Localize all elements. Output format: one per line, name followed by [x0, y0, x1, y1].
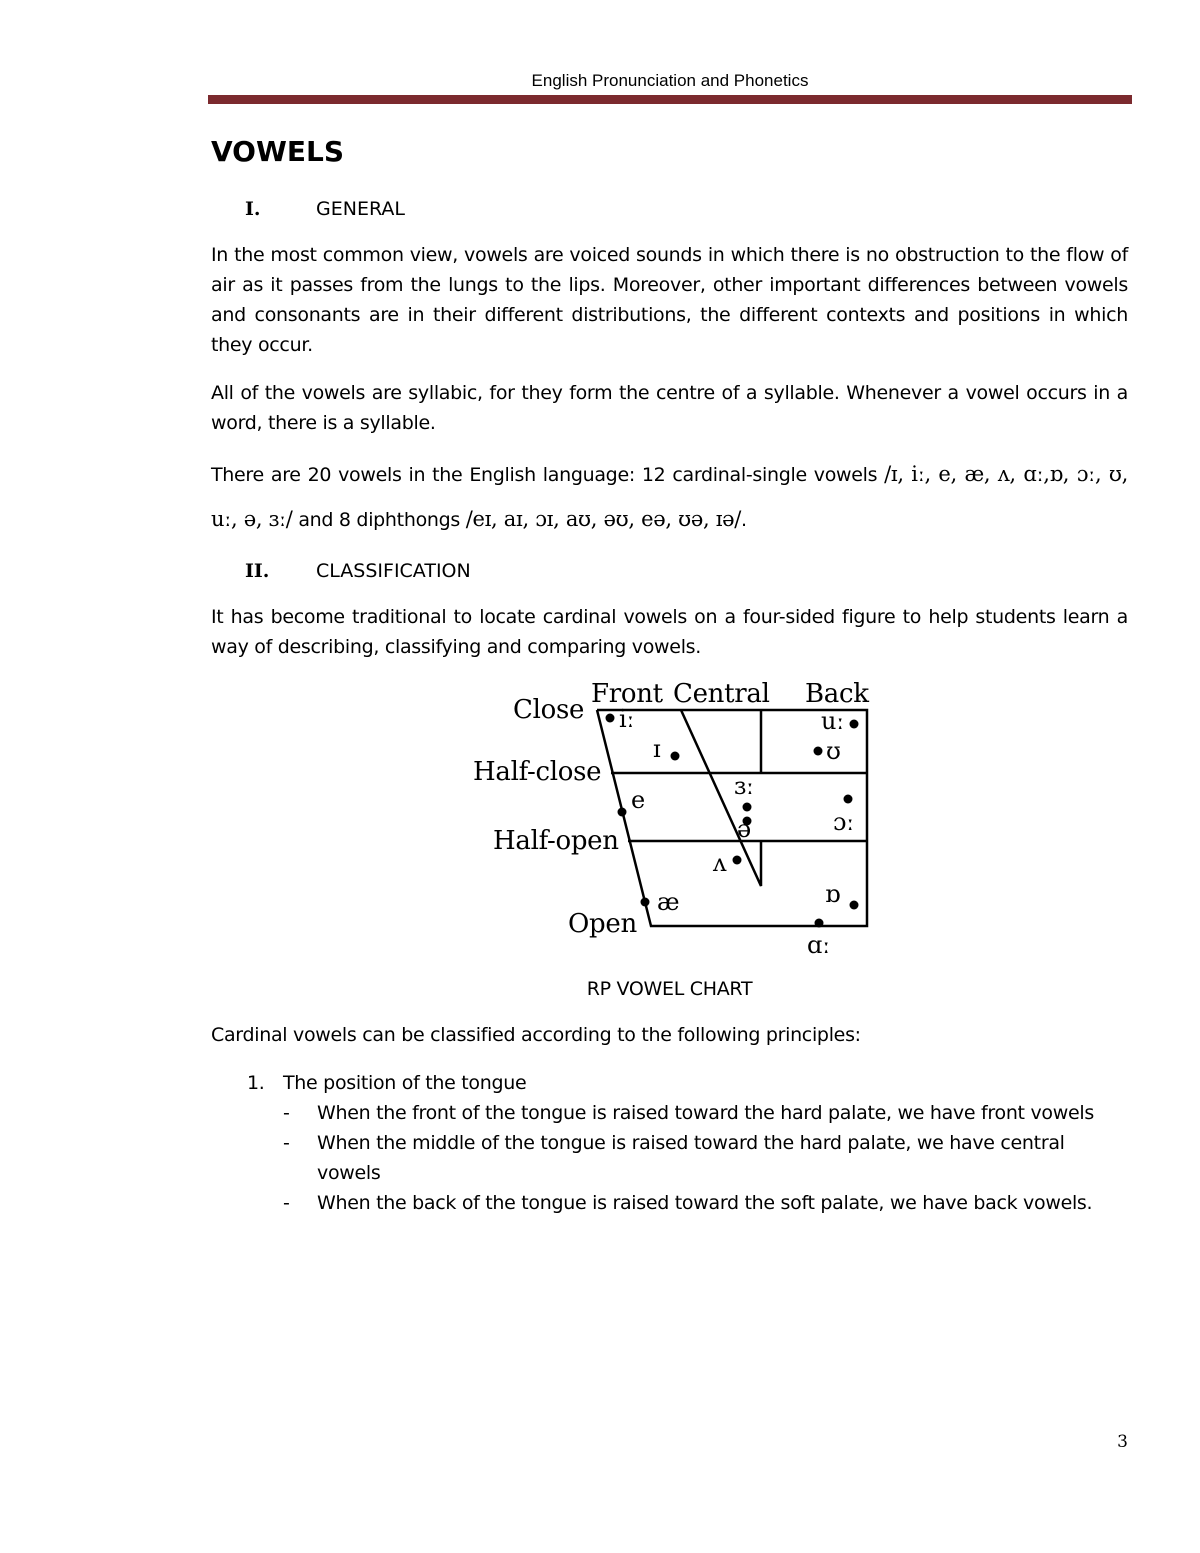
symbol-e: e: [631, 786, 645, 814]
symbol-ae: æ: [657, 888, 680, 916]
dot-i-long: [606, 714, 615, 723]
dot-o-short: [850, 901, 859, 910]
symbol-wedge: ʌ: [713, 849, 727, 877]
sub-list-item: [283, 1188, 1128, 1218]
page-title: VOWELS: [211, 135, 344, 168]
principles-intro: Cardinal vowels can be classified according to the following principles:: [211, 1024, 861, 1046]
dash-marker: -: [283, 1192, 290, 1214]
symbol-u-long: uː: [821, 707, 844, 735]
row-label-half-close: Half-close: [473, 757, 602, 787]
section-title: CLASSIFICATION: [316, 560, 471, 582]
paragraph-syllabic: All of the vowels are syllabic, for they form the centre of a syllable. Whenever a vowel occurs in a word, there is a syllable.: [211, 382, 1128, 434]
diphthongs-list: /eɪ, aɪ, ɔɪ, aʊ, əʊ, eə, ʊə, ɪə/: [465, 507, 742, 531]
paragraph-classification-intro: It has become traditional to locate cardinal vowels on a four-sided figure to help students learn a way of describing, classifying and comparing vowels.: [211, 606, 1128, 658]
section-heading-classification: [211, 556, 1128, 586]
sub-list-item: [283, 1128, 1128, 1188]
page-content: [211, 128, 1128, 1218]
section-title: GENERAL: [316, 198, 405, 220]
running-header: English Pronunciation and Phonetics: [531, 71, 809, 90]
vowel-count-text-3: .: [741, 509, 747, 531]
section-number: II.: [245, 560, 270, 582]
dot-o-long: [844, 795, 853, 804]
single-vowels-list: /ɪ, iː, e, æ, ʌ, ɑː,ɒ, ɔː, ʊ, uː, ə, ɜː/: [211, 462, 1128, 531]
sub-item-text: When the back of the tongue is raised toward the soft palate, we have back vowels.: [317, 1192, 1093, 1214]
principles-list: [211, 1068, 1128, 1218]
paragraph-definition: In the most common view, vowels are voiced sounds in which there is no obstruction to the flow of air as it passes from the lungs to the lips. Moreover, other important differences between vowels and consonants are in their different distributions, the different contexts and positions in which they occur.: [211, 244, 1128, 356]
vowel-chart: [469, 680, 889, 970]
symbol-a-long: ɑː: [807, 931, 830, 959]
figure-caption: RP VOWEL CHART: [586, 978, 753, 1000]
dash-marker: -: [283, 1102, 290, 1124]
section-number: I.: [245, 198, 261, 220]
list-item: [211, 1068, 1128, 1218]
dot-u-short: [814, 747, 823, 756]
symbol-u-short: ʊ: [826, 737, 841, 765]
list-number: 1.: [247, 1072, 265, 1094]
vowel-count-text: There are 20 vowels in the English language: 12 cardinal-single vowels: [211, 464, 885, 486]
dot-i-short: [671, 752, 680, 761]
row-label-open: Open: [568, 909, 637, 939]
symbol-i-long: iː: [619, 705, 635, 733]
column-label-back: Back: [805, 680, 869, 709]
dot-ae: [641, 898, 650, 907]
sublist: [211, 1098, 1128, 1218]
vowel-chart-figure: [211, 680, 1128, 972]
list-item-heading: [211, 1068, 1128, 1098]
header-rule: [208, 95, 1132, 104]
paragraph-vowel-count: [211, 452, 1128, 542]
symbol-o-long: ɔː: [833, 808, 854, 836]
sub-list-item: [283, 1098, 1128, 1128]
column-label-front: Front: [591, 680, 663, 709]
vowel-chart-row-labels: [473, 695, 637, 939]
row-label-half-open: Half-open: [493, 826, 619, 856]
symbol-er-long: ɜː: [734, 772, 754, 800]
sub-item-text: When the front of the tongue is raised toward the hard palate, we have front vowels: [317, 1102, 1094, 1124]
dot-e: [618, 808, 627, 817]
section-heading-general: [211, 194, 1128, 224]
dot-u-long: [850, 720, 859, 729]
vowel-count-text-2: and 8 diphthongs: [292, 509, 466, 531]
dot-a-long: [815, 919, 824, 928]
row-label-close: Close: [513, 695, 585, 725]
list-item-label: The position of the tongue: [283, 1072, 527, 1094]
dash-marker: -: [283, 1132, 290, 1154]
symbol-schwa: ə: [737, 815, 751, 843]
symbol-o-short: ɒ: [825, 880, 841, 908]
dot-er-long: [743, 803, 752, 812]
dot-wedge: [733, 856, 742, 865]
sub-item-text: When the middle of the tongue is raised toward the hard palate, we have central vowels: [317, 1132, 1065, 1184]
symbol-i-short: ɪ: [653, 735, 661, 763]
column-label-central: Central: [673, 680, 770, 709]
page-number: 3: [1117, 1432, 1128, 1452]
